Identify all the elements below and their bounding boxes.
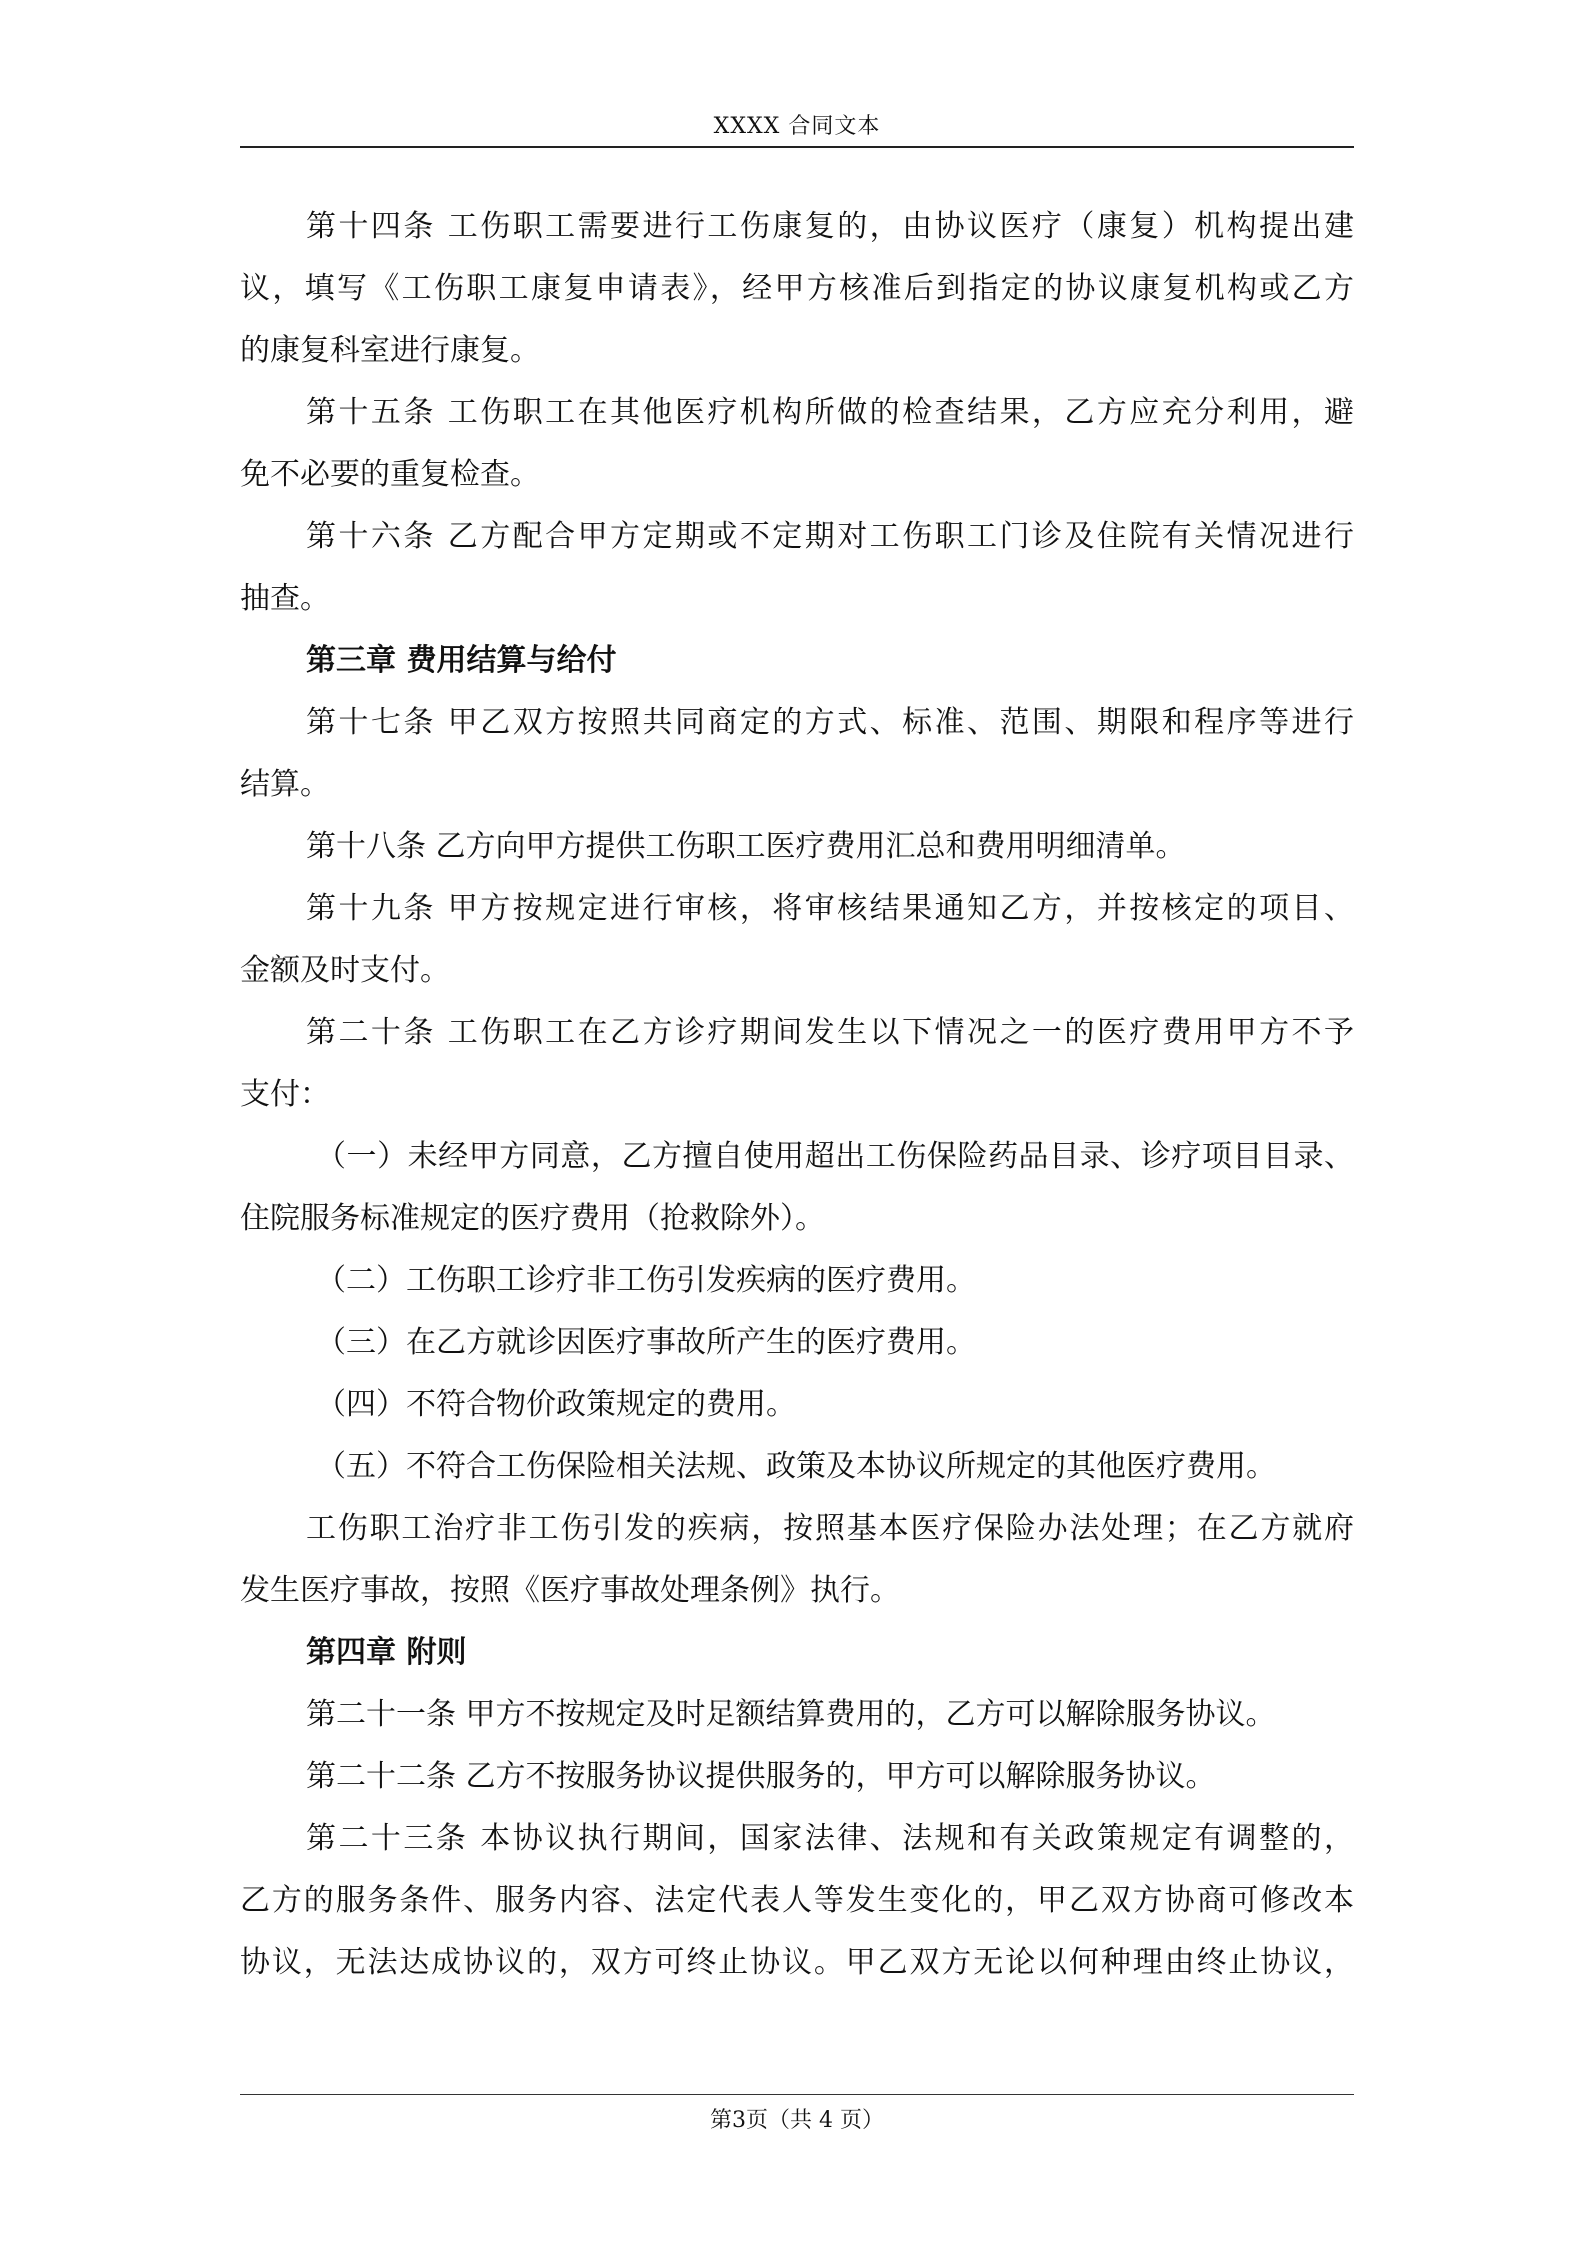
item-2: （二）工伤职工诊疗非工伤引发疾病的医疗费用。 xyxy=(316,1263,976,1298)
article-23-line-3: 协议，无法达成协议的，双方可终止协议。甲乙双方无论以何种理由终止协议， xyxy=(240,1945,1354,1980)
article-15-line-1: 第十五条 工伤职工在其他医疗机构所做的检查结果，乙方应充分利用，避 xyxy=(306,395,1354,430)
item-5: （五）不符合工伤保险相关法规、政策及本协议所规定的其他医疗费用。 xyxy=(316,1449,1276,1484)
page-number: 第3页（共 4 页） xyxy=(710,2108,884,2133)
article-18-line-1: 第十八条 乙方向甲方提供工伤职工医疗费用汇总和费用明细清单。 xyxy=(306,829,1186,864)
item-1-line-2: 住院服务标准规定的医疗费用（抢救除外）。 xyxy=(240,1201,825,1236)
article-20-line-1: 第二十条 工伤职工在乙方诊疗期间发生以下情况之一的医疗费用甲方不予 xyxy=(306,1015,1354,1050)
article-14-line-1: 第十四条 工伤职工需要进行工伤康复的，由协议医疗（康复）机构提出建 xyxy=(306,209,1354,244)
article-20-line-2: 支付： xyxy=(240,1077,330,1112)
chapter-3-heading: 第三章 费用结算与给付 xyxy=(306,643,617,678)
non-injury-disease-line-2: 发生医疗事故，按照《医疗事故处理条例》执行。 xyxy=(240,1573,900,1608)
document-body xyxy=(240,196,1354,1994)
footer-divider xyxy=(240,2094,1354,2095)
article-23-line-1: 第二十三条 本协议执行期间，国家法律、法规和有关政策规定有调整的， xyxy=(306,1821,1354,1856)
article-23-line-2: 乙方的服务条件、服务内容、法定代表人等发生变化的，甲乙双方协商可修改本 xyxy=(240,1883,1354,1918)
article-22-line-1: 第二十二条 乙方不按服务协议提供服务的，甲方可以解除服务协议。 xyxy=(306,1759,1216,1794)
article-16-line-2: 抽查。 xyxy=(240,581,330,616)
article-17-line-1: 第十七条 甲乙双方按照共同商定的方式、标准、范围、期限和程序等进行 xyxy=(306,705,1354,740)
article-14-line-2: 议，填写《工伤职工康复申请表》，经甲方核准后到指定的协议康复机构或乙方 xyxy=(240,271,1354,306)
article-15-line-2: 免不必要的重复检查。 xyxy=(240,457,540,492)
running-header-title: XXXX 合同文本 xyxy=(713,114,881,139)
item-3: （三）在乙方就诊因医疗事故所产生的医疗费用。 xyxy=(316,1325,976,1360)
article-19-line-1: 第十九条 甲方按规定进行审核，将审核结果通知乙方，并按核定的项目、 xyxy=(306,891,1354,926)
non-injury-disease-line-1: 工伤职工治疗非工伤引发的疾病，按照基本医疗保险办法处理；在乙方就府 xyxy=(306,1511,1354,1546)
article-17-line-2: 结算。 xyxy=(240,767,330,802)
item-4: （四）不符合物价政策规定的费用。 xyxy=(316,1387,796,1422)
chapter-4-heading: 第四章 附则 xyxy=(306,1635,467,1670)
article-21-line-1: 第二十一条 甲方不按规定及时足额结算费用的，乙方可以解除服务协议。 xyxy=(306,1697,1276,1732)
article-16-line-1: 第十六条 乙方配合甲方定期或不定期对工伤职工门诊及住院有关情况进行 xyxy=(306,519,1354,554)
header-divider xyxy=(240,146,1354,148)
article-14-line-3: 的康复科室进行康复。 xyxy=(240,333,540,368)
item-1-line-1: （一）未经甲方同意，乙方擅自使用超出工伤保险药品目录、诊疗项目目录、 xyxy=(316,1139,1354,1174)
article-19-line-2: 金额及时支付。 xyxy=(240,953,450,988)
